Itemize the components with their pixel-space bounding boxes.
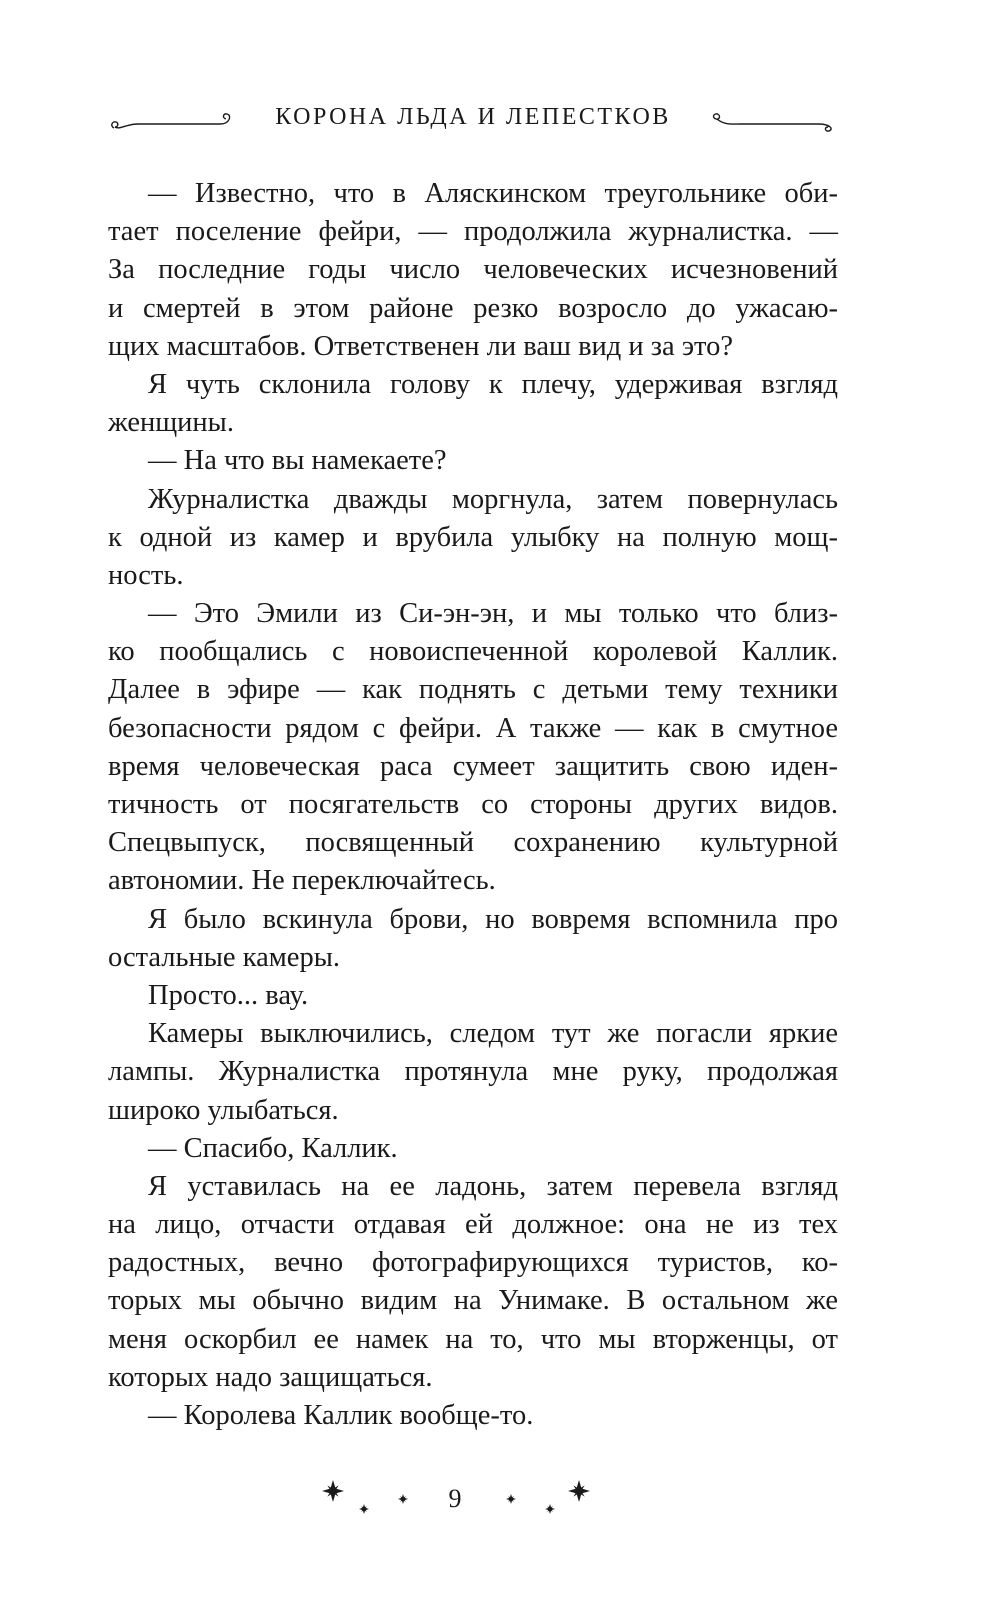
page-number: 9 xyxy=(448,1484,462,1513)
text-line: Далее в эфире — как поднять с детьми тему техники xyxy=(108,674,838,706)
text-line: на лицо, отчасти отдавая ей должное: она не из тех xyxy=(108,1209,838,1241)
text-line: Я уставилась на ее ладонь, затем перевела взгляд xyxy=(148,1170,838,1202)
text-line: которых надо защищаться. xyxy=(108,1361,433,1393)
star-icon xyxy=(544,1503,555,1514)
star-ornaments xyxy=(0,1480,1000,1560)
text-line: Спецвыпуск, посвященный сохранению культурной xyxy=(108,827,838,859)
text-line: лампы. Журналистка протянула мне руку, продолжая xyxy=(108,1056,838,1088)
text-line: Журналистка дважды моргнула, затем повернулась xyxy=(148,483,838,515)
text-line: Я было вскинула брови, но вовремя вспомнила про xyxy=(148,903,838,935)
text-line: За последние годы число человеческих исчезновений xyxy=(108,254,838,286)
running-header xyxy=(108,100,838,140)
text-line: ность. xyxy=(108,559,184,591)
text-line: — Известно, что в Аляскинском треугольнике оби- xyxy=(148,178,838,209)
star-icon xyxy=(505,1493,516,1504)
text-line: ко пообщались с новоиспеченной королевой Каллик. xyxy=(108,636,838,668)
text-line: — Это Эмили из Си-эн-эн, и мы только что близ- xyxy=(148,598,838,630)
star-icon xyxy=(568,1480,591,1502)
text-line: тичность от посягательств со стороны других видов. xyxy=(108,789,838,820)
text-line: автономии. Не переключайтесь. xyxy=(108,865,496,897)
text-line: безопасности рядом с фейри. А также — как в смутное xyxy=(108,712,838,744)
text-line: женщины. xyxy=(108,407,234,439)
text-line: Камеры выключились, следом тут же погасли яркие xyxy=(148,1018,838,1050)
text-line: — Спасибо, Каллик. xyxy=(148,1132,398,1164)
text-line: торых мы обычно видим на Унимаке. В остальном же xyxy=(108,1285,838,1317)
right-flourish xyxy=(700,108,838,138)
text-line: радостных, вечно фотографирующихся туристов, ко- xyxy=(108,1247,838,1279)
text-line: Просто... вау. xyxy=(148,979,309,1011)
text-line: и смертей в этом районе резко возросло до ужасаю- xyxy=(108,292,838,324)
text-line: время человеческая раса сумеет защитить свою иден- xyxy=(108,750,838,782)
book-title: КОРОНА ЛЬДА И ЛЕПЕСТКОВ xyxy=(275,104,671,130)
body-text xyxy=(108,175,838,1435)
text-line: — На что вы намекаете? xyxy=(148,445,447,477)
text-line: тает поселение фейри, — продолжила журналистка. — xyxy=(108,216,838,248)
text-line: меня оскорбил ее намек на то, что мы вторженцы, от xyxy=(108,1323,838,1355)
text-line: к одной из камер и врубила улыбку на полную мощ- xyxy=(108,521,838,553)
text-line: — Королева Каллик вообще-то. xyxy=(148,1400,534,1431)
star-icon xyxy=(397,1493,408,1504)
text-line: остальные камеры. xyxy=(108,941,340,973)
page-footer xyxy=(0,1480,1000,1560)
star-icon xyxy=(358,1503,369,1514)
text-line: щих масштабов. Ответственен ли ваш вид и за это? xyxy=(108,330,734,362)
text-line: Я чуть склонила голову к плечу, удерживая взгляд xyxy=(148,368,838,400)
star-icon xyxy=(322,1480,345,1502)
text-line: широко улыбаться. xyxy=(108,1094,339,1126)
